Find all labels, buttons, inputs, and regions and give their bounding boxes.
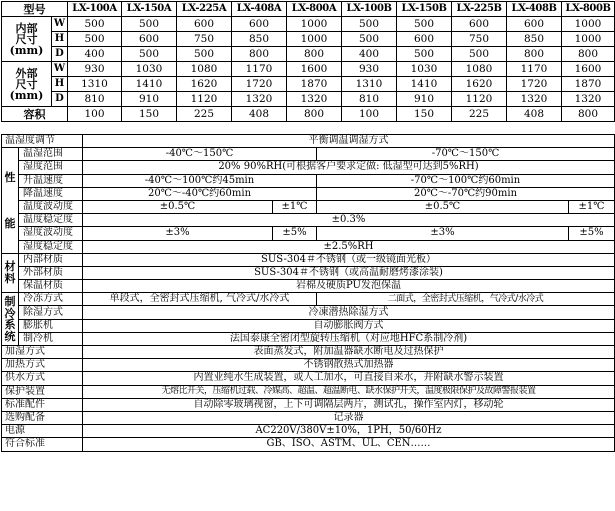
value-cell: 910 xyxy=(397,92,452,107)
outer-d-row xyxy=(2,92,615,107)
value-cell: 600 xyxy=(122,32,177,47)
row-value: 法国泰康全密闭型旋转压缩机（对应地HFC系制冷剂) xyxy=(83,332,615,345)
value-cell: 408 xyxy=(232,107,287,122)
inner-size-label: 内部 尺寸 (mm) xyxy=(2,17,52,62)
row-label: 温湿度调节 xyxy=(2,135,83,148)
value-cell: 810 xyxy=(68,92,122,107)
inner-d-row xyxy=(2,47,615,62)
value-cell: 800 xyxy=(287,107,342,122)
row-value: 记录器 xyxy=(83,411,615,424)
row-label: 供水方式 xyxy=(2,372,83,385)
series-a-value: -40℃～100℃约45min xyxy=(83,174,317,187)
value-cell: 408 xyxy=(507,107,562,122)
series-a-value: ±0.5℃ xyxy=(83,200,273,213)
axis-label: W xyxy=(52,62,68,77)
model-name: LX-225A xyxy=(177,2,232,17)
value-cell: 500 xyxy=(397,17,452,32)
value-cell: 850 xyxy=(232,32,287,47)
series-b-value: ±0.5℃ xyxy=(317,200,569,213)
control-mode-row xyxy=(2,135,615,148)
value-cell: 800 xyxy=(507,47,562,62)
temp-stability-row xyxy=(2,214,615,227)
value-cell: 1620 xyxy=(177,77,232,92)
axis-label: H xyxy=(52,77,68,92)
specification-table xyxy=(1,134,615,452)
value-cell: 1320 xyxy=(507,92,562,107)
outer-material-row xyxy=(2,266,615,279)
series-a-large-value: ±5% xyxy=(273,227,317,240)
row-value: 无熔比开关，压缩机过载、冷媒高、超温、超温断电、缺水保护开关，温度极限保护及故障警报装置 xyxy=(83,385,615,398)
value-cell: 500 xyxy=(122,47,177,62)
axis-label: D xyxy=(52,47,68,62)
accessories-row xyxy=(2,398,615,411)
expansion-row xyxy=(2,319,615,332)
insulation-row xyxy=(2,280,615,293)
value-cell: 600 xyxy=(452,17,507,32)
value-cell: 500 xyxy=(68,32,122,47)
value-cell: 400 xyxy=(68,47,122,62)
row-label: 冷冻方式 xyxy=(19,293,83,306)
row-value: ±0.3% xyxy=(83,214,615,227)
value-cell: 1120 xyxy=(452,92,507,107)
value-cell: 150 xyxy=(122,107,177,122)
model-corner-label: 型号 xyxy=(2,2,68,17)
value-cell: 1320 xyxy=(287,92,342,107)
spec-sheet xyxy=(1,1,614,509)
heating-row xyxy=(2,359,615,372)
material-group-label: 材 料 xyxy=(2,253,19,293)
value-cell: 1080 xyxy=(177,62,232,77)
value-cell: 1030 xyxy=(122,62,177,77)
row-value: ±2.5%RH xyxy=(83,240,615,253)
compressor-row xyxy=(2,332,615,345)
value-cell: 1000 xyxy=(287,17,342,32)
value-cell: 750 xyxy=(177,32,232,47)
model-name: LX-150A xyxy=(122,2,177,17)
value-cell: 910 xyxy=(122,92,177,107)
outer-size-label: 外部 尺寸 (mm) xyxy=(2,62,52,107)
value-cell: 600 xyxy=(177,17,232,32)
model-name: LX-800A xyxy=(287,2,342,17)
refrigeration-group-label: 制 冷 系 统 xyxy=(2,293,19,346)
row-value: 内置业纯水生成装置，或人工加水，可直接自来水，并附缺水警示装置 xyxy=(83,372,615,385)
value-cell: 1120 xyxy=(177,92,232,107)
value-cell: 750 xyxy=(452,32,507,47)
value-cell: 1000 xyxy=(562,32,615,47)
value-cell: 1720 xyxy=(232,77,287,92)
model-name: LX-100B xyxy=(342,2,397,17)
row-label: 湿度波动度 xyxy=(19,227,83,240)
value-cell: 810 xyxy=(342,92,397,107)
row-value: 不锈钢散热式加热器 xyxy=(83,359,615,372)
value-cell: 600 xyxy=(397,32,452,47)
temp-fluctuation-row xyxy=(2,200,615,213)
standards-row xyxy=(2,438,615,451)
row-label: 保温材质 xyxy=(19,280,83,293)
row-label: 降温速度 xyxy=(19,187,83,200)
inner-w-row xyxy=(2,17,615,32)
value-cell: 500 xyxy=(397,47,452,62)
value-cell: 600 xyxy=(507,17,562,32)
series-a-value: ±3% xyxy=(83,227,273,240)
axis-label: D xyxy=(52,92,68,107)
value-cell: 1310 xyxy=(68,77,122,92)
temp-range-row xyxy=(2,148,615,161)
row-value: SUS-304＃不锈钢（或一级镜面光板） xyxy=(83,253,615,266)
row-value: AC220V/380V±10%，1PH，50/60Hz xyxy=(83,425,615,438)
value-cell: 400 xyxy=(342,47,397,62)
row-label: 标准配件 xyxy=(2,398,83,411)
series-b-value: -70℃～100℃约60min xyxy=(317,174,615,187)
row-label: 膨胀机 xyxy=(19,319,83,332)
value-cell: 1000 xyxy=(562,17,615,32)
series-b-large-value: ±5% xyxy=(569,227,615,240)
model-name: LX-100A xyxy=(68,2,122,17)
model-name: LX-408B xyxy=(507,2,562,17)
value-cell: 1170 xyxy=(232,62,287,77)
humidity-stability-row xyxy=(2,240,615,253)
model-name: LX-800B xyxy=(562,2,615,17)
value-cell: 1080 xyxy=(452,62,507,77)
value-cell: 1320 xyxy=(562,92,615,107)
volume-row xyxy=(2,107,615,122)
value-cell: 1310 xyxy=(342,77,397,92)
value-cell: 1600 xyxy=(562,62,615,77)
outer-w-row xyxy=(2,62,615,77)
model-name: LX-408A xyxy=(232,2,287,17)
value-cell: 150 xyxy=(397,107,452,122)
row-value: 冷凍潜热除湿方式 xyxy=(83,306,615,319)
series-b-value: 二面式，全密封式压缩机，气冷式/水冷式 xyxy=(317,293,615,306)
series-b-value: -70℃～150℃ xyxy=(317,148,615,161)
row-value: 表面蒸发式，附加温器缺水断电及过热保护 xyxy=(83,346,615,359)
row-label: 除湿方式 xyxy=(19,306,83,319)
value-cell: 600 xyxy=(232,17,287,32)
series-a-value: 单段式，全密封式压缩机, 气冷式/水冷式 xyxy=(83,293,317,306)
row-value: 岩棉及硬质PU发泡保温 xyxy=(83,280,615,293)
value-cell: 100 xyxy=(68,107,122,122)
row-label: 保护装置 xyxy=(2,385,83,398)
value-cell: 1600 xyxy=(287,62,342,77)
series-b-value: ±3% xyxy=(317,227,569,240)
value-cell: 1170 xyxy=(507,62,562,77)
water-supply-row xyxy=(2,372,615,385)
row-label: 加湿方式 xyxy=(2,346,83,359)
value-cell: 1870 xyxy=(562,77,615,92)
humidity-range-row xyxy=(2,161,615,174)
value-cell: 1030 xyxy=(397,62,452,77)
inner-h-row xyxy=(2,32,615,47)
series-a-value: -40℃～150℃ xyxy=(83,148,317,161)
model-header-row xyxy=(2,2,615,17)
row-value: 自动膨胀阀方式 xyxy=(83,319,615,332)
row-value: 自动除零玻璃视窗，上下可调隔层两片，测试孔，操作室内灯，移动轮 xyxy=(83,398,615,411)
value-cell: 930 xyxy=(342,62,397,77)
dehumidify-row xyxy=(2,306,615,319)
heat-rate-row xyxy=(2,174,615,187)
value-cell: 800 xyxy=(287,47,342,62)
row-label: 温度稳定度 xyxy=(19,214,83,227)
value-cell: 225 xyxy=(452,107,507,122)
row-label: 内部材质 xyxy=(19,253,83,266)
series-b-value: 20℃～-70℃约90min xyxy=(317,187,615,200)
row-label: 温度波动度 xyxy=(19,200,83,213)
value-cell: 850 xyxy=(507,32,562,47)
value-cell: 500 xyxy=(452,47,507,62)
inner-material-row xyxy=(2,253,615,266)
row-label: 升温速度 xyxy=(19,174,83,187)
humidify-row xyxy=(2,346,615,359)
row-value: 平衡调温调湿方式 xyxy=(83,135,615,148)
row-label: 选购配备 xyxy=(2,411,83,424)
options-row xyxy=(2,411,615,424)
row-value: 20% 90%RH(可根据客户要求定做: 低湿型可达到5%RH) xyxy=(83,161,615,174)
row-label: 加热方式 xyxy=(2,359,83,372)
row-value: SUS-304＃不锈钢（或高温耐磨烤漆涂装) xyxy=(83,266,615,279)
axis-label: H xyxy=(52,32,68,47)
value-cell: 500 xyxy=(342,32,397,47)
series-b-large-value: ±1℃ xyxy=(569,200,615,213)
value-cell: 800 xyxy=(232,47,287,62)
model-name: LX-225B xyxy=(452,2,507,17)
value-cell: 1410 xyxy=(397,77,452,92)
value-cell: 800 xyxy=(562,107,615,122)
value-cell: 1410 xyxy=(122,77,177,92)
value-cell: 225 xyxy=(177,107,232,122)
value-cell: 930 xyxy=(68,62,122,77)
row-label: 湿度范围 xyxy=(19,161,83,174)
value-cell: 1870 xyxy=(287,77,342,92)
series-a-value: 20℃～-40℃约60min xyxy=(83,187,317,200)
value-cell: 500 xyxy=(177,47,232,62)
volume-label: 容积 xyxy=(2,107,68,122)
value-cell: 800 xyxy=(562,47,615,62)
value-cell: 1320 xyxy=(232,92,287,107)
outer-h-row xyxy=(2,77,615,92)
row-label: 制冷机 xyxy=(19,332,83,345)
power-row xyxy=(2,425,615,438)
cool-rate-row xyxy=(2,187,615,200)
value-cell: 500 xyxy=(122,17,177,32)
row-label: 外部材质 xyxy=(19,266,83,279)
protection-row xyxy=(2,385,615,398)
value-cell: 1000 xyxy=(287,32,342,47)
row-label: 湿度稳定度 xyxy=(19,240,83,253)
value-cell: 100 xyxy=(342,107,397,122)
performance-group-label: 性 能 xyxy=(2,148,19,254)
value-cell: 500 xyxy=(68,17,122,32)
row-label: 温湿范围 xyxy=(19,148,83,161)
dimension-table xyxy=(1,1,615,122)
axis-label: W xyxy=(52,17,68,32)
model-name: LX-150B xyxy=(397,2,452,17)
value-cell: 1620 xyxy=(452,77,507,92)
cooling-method-row xyxy=(2,293,615,306)
series-a-large-value: ±1℃ xyxy=(273,200,317,213)
row-value: GB、ISO、ASTM、UL、CEN…… xyxy=(83,438,615,451)
value-cell: 1720 xyxy=(507,77,562,92)
row-label: 电源 xyxy=(2,425,83,438)
humidity-fluctuation-row xyxy=(2,227,615,240)
row-label: 符合标准 xyxy=(2,438,83,451)
value-cell: 500 xyxy=(342,17,397,32)
